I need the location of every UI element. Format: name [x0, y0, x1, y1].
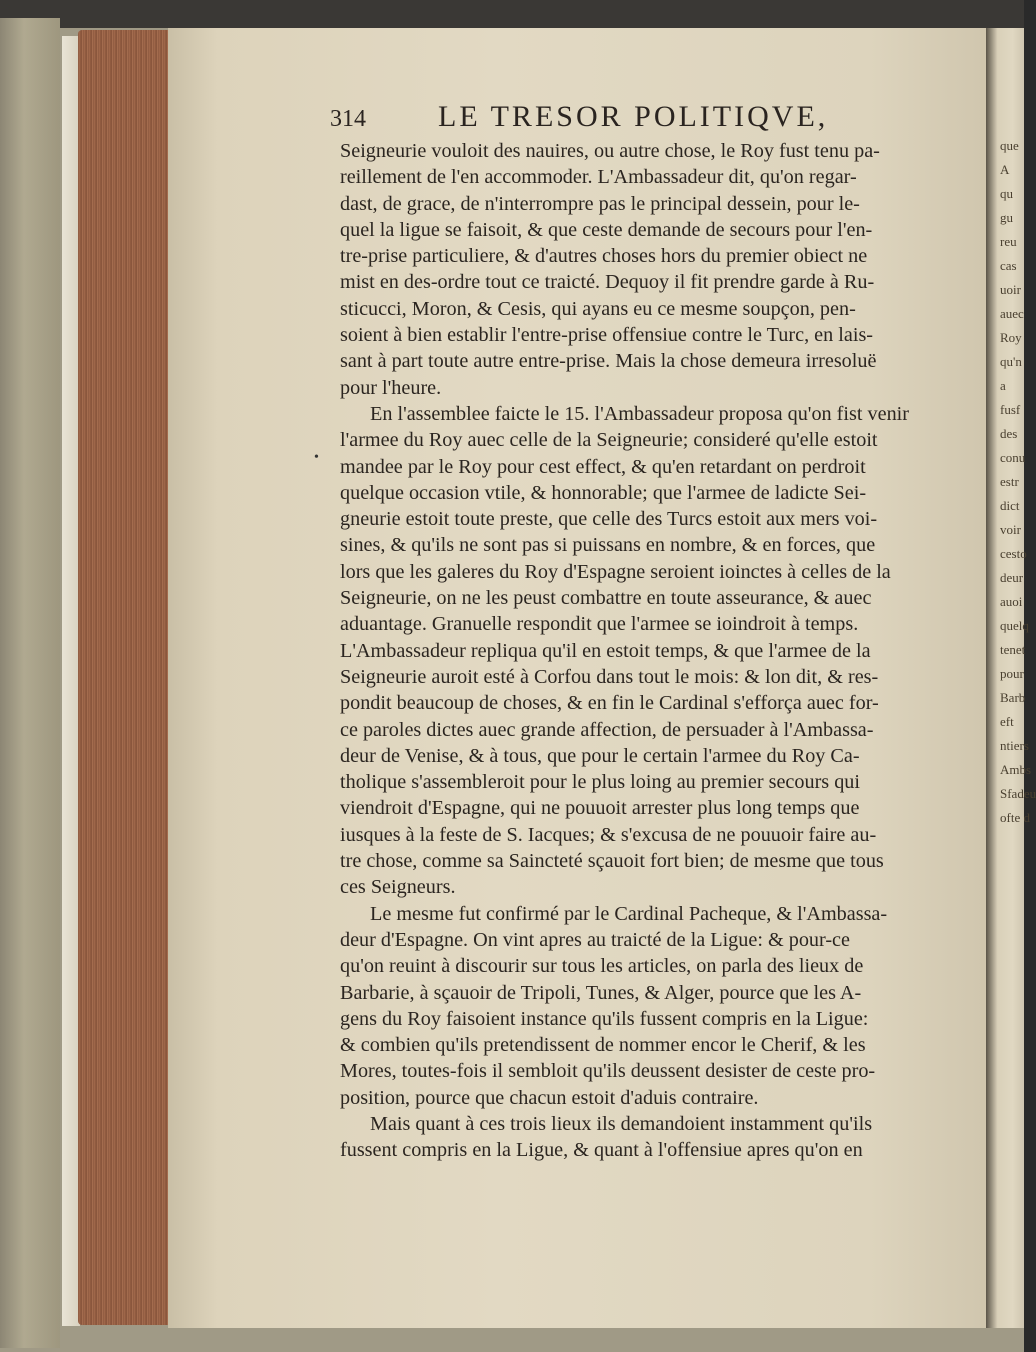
running-title: LE TRESOR POLITIQVE,	[438, 100, 829, 133]
text-line: gneurie estoit toute preste, que celle des Turcs estoit aux mers voi-	[340, 508, 878, 531]
facing-page-fragment: fusf	[1000, 402, 1021, 417]
facing-page-fragment: cesto	[1000, 546, 1027, 561]
text-line: mandee par le Roy pour cest effect, & qu'en retardant on perdroit	[340, 455, 866, 478]
facing-page-fragment: qu'n	[1000, 354, 1022, 369]
text-line: pondit beaucoup de choses, & en fin le Cardinal s'efforça auec for-	[340, 692, 879, 715]
facing-page-fragment: dict	[1000, 498, 1020, 513]
facing-page-fragment: Ambs	[1000, 762, 1032, 777]
text-line: tholique s'assembleroit pour le plus loing au premier secours qui	[340, 771, 860, 794]
facing-page-fragment: a	[1000, 378, 1006, 393]
text-line: viendroit d'Espagne, qui ne pouuoit arrester plus long temps que	[340, 797, 860, 820]
facing-page-fragment: uoir	[1000, 282, 1021, 297]
text-line: deur d'Espagne. On vint apres au traicté de la Ligue: & pour-ce	[340, 928, 850, 951]
text-line: gens du Roy faisoient instance qu'ils fussent compris en la Ligue:	[340, 1007, 869, 1030]
text-line: qu'on reuint à discourir sur tous les articles, on parla des lieux de	[340, 955, 864, 978]
page-block-edges	[78, 30, 170, 1325]
text-line: tre chose, comme sa Saincteté sçauoit fort bien; de mesme que tous	[340, 850, 884, 873]
facing-page-fragment: conu	[1000, 450, 1026, 465]
text-line: deur de Venise, & à tous, que pour le certain l'armee du Roy Ca-	[340, 744, 860, 767]
facing-page-fragment: cas	[1000, 258, 1017, 273]
paragraph-start-line: Mais quant à ces trois lieux ils demandoient instamment qu'ils	[370, 1112, 873, 1135]
text-line: position, pource que chacun estoit d'aduis contraire.	[340, 1086, 759, 1109]
text-line: Seigneurie vouloit des nauires, ou autre chose, le Roy fust tenu pa-	[340, 140, 880, 162]
facing-page-fragment: quelq	[1000, 618, 1029, 633]
text-line: fussent compris en la Ligue, & quant à l'offensiue apres qu'on en	[340, 1139, 863, 1162]
body-text	[340, 138, 968, 1164]
text-line: sines, & qu'ils ne sont pas si puissans en nombre, & en forces, que	[340, 534, 876, 557]
text-line: aduantage. Granuelle respondit que l'armee se ioindroit à temps.	[340, 613, 859, 636]
text-line: Barbarie, à sçauoir de Tripoli, Tunes, & Alger, pource que les A-	[340, 981, 862, 1004]
facing-page-fragment: ofte d	[1000, 810, 1030, 825]
text-line: & combien qu'ils pretendissent de nommer encor le Cherif, & les	[340, 1034, 866, 1057]
dark-background	[0, 0, 1024, 28]
facing-page-fragment: eft	[1000, 714, 1014, 729]
text-line: iusques à la feste de S. Iacques; & s'excusa de ne pouuoir faire au-	[340, 823, 877, 846]
facing-page-fragment: voir	[1000, 522, 1021, 537]
text-line: Seigneurie auroit esté à Corfou dans tout le mois: & lon dit, & res-	[340, 665, 879, 688]
paragraph-start-line: Le mesme fut confirmé par le Cardinal Pacheque, & l'Ambassa-	[370, 902, 888, 925]
facing-page-fragment: reu	[1000, 234, 1017, 249]
margin-mark: •	[314, 450, 319, 465]
facing-page-fragment: tenet	[1000, 642, 1026, 657]
facing-page-fragment: ntiers	[1000, 738, 1029, 753]
binding-board	[0, 18, 60, 1348]
text-line: quelque occasion vtile, & honnorable; que l'armee de ladicte Sei-	[340, 481, 867, 504]
facing-page-fragment: auoi	[1000, 594, 1023, 609]
paragraph-start-line: En l'assemblee faicte le 15. l'Ambassadeur proposa qu'on fist venir	[370, 402, 910, 425]
text-line: Seigneurie, on ne les peust combattre en toute asseurance, & auec	[340, 587, 872, 610]
text-line: soient à bien establir l'entre-prise offensiue contre le Turc, en lais-	[340, 324, 874, 347]
facing-page-edge	[986, 28, 1036, 1328]
text-line: ces Seigneurs.	[340, 876, 456, 899]
text-line: sant à part toute autre entre-prise. Mais la chose demeura irresoluë	[340, 350, 877, 373]
text-line: mist en des-ordre tout ce traicté. Dequoy il fit prendre garde à Ru-	[340, 271, 875, 294]
facing-page-fragment: pour	[1000, 666, 1024, 681]
text-line: ce paroles dictes auec grande affection, de persuader à l'Ambassa-	[340, 718, 874, 741]
facing-page-fragment: auec	[1000, 306, 1024, 321]
page-number: 314	[330, 106, 366, 132]
facing-page-fragment: des	[1000, 426, 1018, 441]
text-line: reillement de l'en accommoder. L'Ambassadeur dit, qu'on regar-	[340, 166, 857, 189]
text-line: dast, de grace, de n'interrompre pas le principal dessein, pour le-	[340, 192, 860, 215]
text-line: tre-prise particuliere, & d'autres choses hors du premier obiect ne	[340, 245, 868, 268]
text-line: quel la ligue se faisoit, & que ceste demande de secours pour l'en-	[340, 218, 873, 241]
text-line: pour l'heure.	[340, 376, 442, 399]
text-line: L'Ambassadeur repliqua qu'il en estoit temps, & que l'armee de la	[340, 639, 871, 662]
facing-page-fragment: Roy	[1000, 330, 1022, 345]
facing-page-fragment: Sfadeu	[1000, 786, 1036, 801]
text-line: Mores, toutes-fois il sembloit qu'ils deussent desister de ceste pro-	[340, 1060, 876, 1083]
facing-page-fragment: Barb	[1000, 690, 1026, 705]
facing-page-fragment: deur	[1000, 570, 1024, 585]
running-header	[330, 100, 970, 140]
facing-page-fragment: que	[1000, 138, 1019, 153]
text-line: lors que les galeres du Roy d'Espagne seroient ioinctes à celles de la	[340, 560, 891, 583]
text-line: l'armee du Roy auec celle de la Seigneurie; consideré qu'elle estoit	[340, 429, 878, 452]
facing-page-fragment: estr	[1000, 474, 1019, 489]
facing-page-fragment: qu	[1000, 186, 1013, 201]
text-line: sticucci, Moron, & Cesis, qui ayans eu ce mesme soupçon, pen-	[340, 297, 856, 320]
facing-page-fragment: gu	[1000, 210, 1013, 225]
facing-page-fragment: A	[1000, 162, 1010, 177]
